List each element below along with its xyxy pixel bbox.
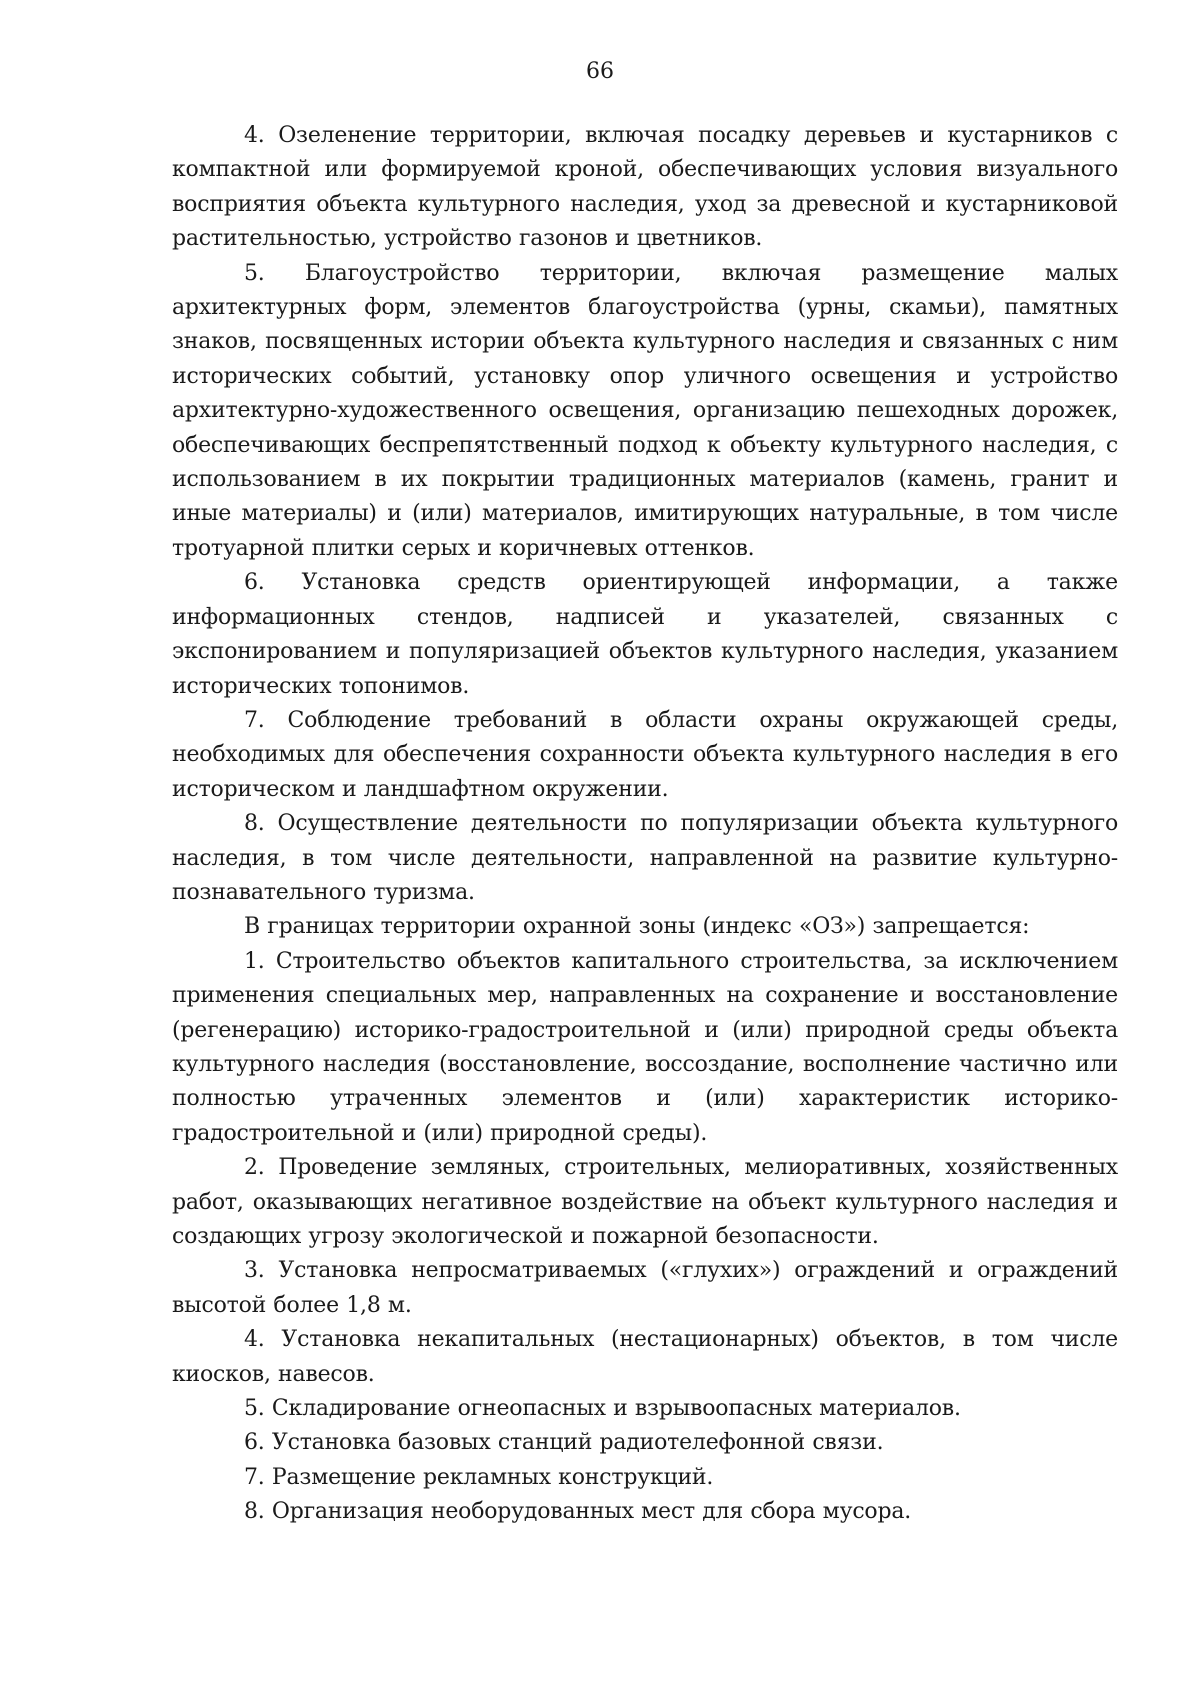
- document-body: [172, 119, 1118, 1530]
- paragraph-prohibitions-heading: В границах территории охранной зоны (индекс «ОЗ») запрещается:: [244, 914, 1030, 940]
- paragraph-environment-protection: 7. Соблюдение требований в области охраны окружающей среды, необходимых для обеспечения сохранности объекта культурного наследия в его историческом и ландшафтном окружении.: [172, 707, 1118, 802]
- paragraph-landscaping: 5. Благоустройство территории, включая размещение малых архитектурных форм, элементов благоустройства (урны, скамьи), памятных знаков, посвященных истории объекта культурного наследия и связанных с ним исторических событий, установку опор уличного освещения и устройство архитектурно-художественного освещения, организацию пешеходных дорожек, обеспечивающих беспрепятственный подход к объекту культурного наследия, с использованием в их покрытии традиционных материалов (камень, гранит и иные материалы) и (или) материалов, имитирующих натуральные, в том числе тротуарной плитки серых и коричневых оттенков.: [172, 260, 1118, 561]
- paragraph-popularization: 8. Осуществление деятельности по популяризации объекта культурного наследия, в том числе деятельности, направленной на развитие культурно-познавательного туризма.: [172, 811, 1118, 905]
- paragraph-construction-ban: 1. Строительство объектов капитального строительства, за исключением применения специальных мер, направленных на сохранение и восстановление (регенерацию) историко-градостроительной и (или) природной среды объекта культурного наследия (восстановление, воссоздание, восполнение частично или полностью утраченных элементов и (или) характеристик историко-градостроительной и (или) природной среды).: [172, 948, 1118, 1146]
- paragraph-garbage-ban: 8. Организация необорудованных мест для сбора мусора.: [244, 1499, 912, 1525]
- paragraph-kiosks-ban: 4. Установка некапитальных (нестационарных) объектов, в том числе киосков, навесов.: [172, 1327, 1118, 1387]
- page-number: 66: [586, 59, 614, 84]
- paragraph-greening: 4. Озеленение территории, включая посадку деревьев и кустарников с компактной или формируемой кроной, обеспечивающих условия визуального восприятия объекта культурного наследия, уход за древесной и кустарниковой растительностью, устройство газонов и цветников.: [172, 123, 1118, 252]
- paragraph-storage-ban: 5. Складирование огнеопасных и взрывоопасных материалов.: [244, 1396, 961, 1422]
- paragraph-earthworks-ban: 2. Проведение земляных, строительных, мелиоративных, хозяйственных работ, оказывающих негативное воздействие на объект культурного наследия и создающих угрозу экологической и пожарной безопасности.: [172, 1155, 1118, 1249]
- paragraph-base-stations-ban: 6. Установка базовых станций радиотелефонной связи.: [244, 1430, 884, 1456]
- paragraph-fences-ban: 3. Установка непросматриваемых («глухих») ограждений и ограждений высотой более 1,8 м.: [172, 1258, 1118, 1318]
- paragraph-information-signs: 6. Установка средств ориентирующей информации, а также информационных стендов, надписей и указателей, связанных с экспонированием и популяризацией объектов культурного наследия, указанием исторических топонимов.: [172, 570, 1118, 699]
- paragraph-advertising-ban: 7. Размещение рекламных конструкций.: [244, 1464, 714, 1490]
